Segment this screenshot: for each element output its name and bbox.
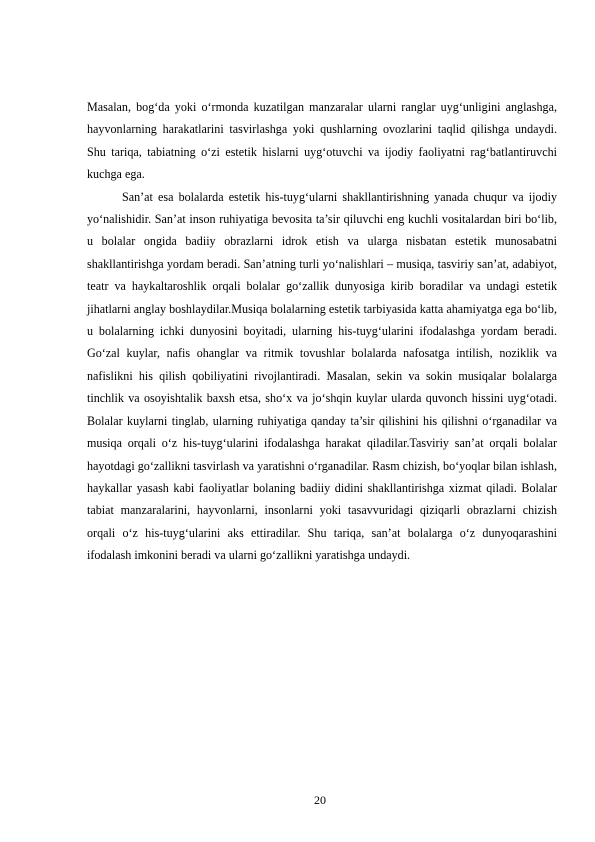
paragraph-art: San’at esa bolalarda estetik his-tuyg‘ularni shakllantirishning yanada chuqur va ijodiy yo‘nalishidir. San’at inson ruhiyatiga bevosita ta’sir qiluvchi eng kuchli vositalardan biri bo‘lib, u bolalar ongida badiiy obrazlarni idrok etish va ularga nisbatan estetik munosabatni shakllantirishga yordam beradi. San’atning turli yo‘nalishlari – musiqa, tasviriy san’at, adabiyot, teatr va haykaltaroshlik orqali bolalar go‘zallik dunyosiga kirib boradilar va undagi estetik jihatlarni anglay boshlaydilar.Musiqa bolalarning estetik tarbiyasida katta ahamiyatga ega bo‘lib, u bolalarning ichki dunyosini boyitadi, ularning his-tuyg‘ularini ifodalashga yordam beradi. Go‘zal kuylar, nafis ohanglar va ritmik tovushlar bolalarda nafosatga intilish, noziklik va nafislikni his qilish qobiliyatini rivojlantiradi. Masalan, sekin va sokin musiqalar bolalarga tinchlik va osoyishtalik baxsh etsa, sho‘x va jo‘shqin kuylar ularda quvonch hissini uyg‘otadi. Bolalar kuylarni tinglab, ularning ruhiyatiga qanday ta’sir qilishini his qilishni o‘rganadilar va musiqa orqali o‘z his-tuyg‘ularini ifodalashga harakat qiladilar.Tasviriy san’at orqali bolalar hayotdagi go‘zallikni tasvirlash va yaratishni o‘rganadilar. Rasm chizish, bo‘yoqlar bilan ishlash, haykallar yasash kabi faoliyatlar bolaning badiiy didini shakllantirishga xizmat qiladi. Bolalar tabiat manzaralarini, hayvonlarni, insonlarni yoki tasavvuridagi qiziqarli obrazlarni chizish orqali o‘z his-tuyg‘ularini aks ettiradilar. Shu tariqa, san’at bolalarga o‘z dunyoqarashini ifodalash imkonini beradi va ularni go‘zallikni yaratishga undaydi.	[87, 189, 557, 563]
page-number: 20	[314, 793, 326, 807]
document-page	[87, 96, 557, 567]
paragraph-nature: Masalan, bog‘da yoki o‘rmonda kuzatilgan manzaralar ularni ranglar uyg‘unligini anglashga, hayvonlarning harakatlarini tasvirlashga yoki qushlarning ovozlarini taqlid qilishga undaydi. Shu tariqa, tabiatning o‘zi estetik hislarni uyg‘otuvchi va ijodiy faoliyatni rag‘batlantiruvchi kuchga ega.	[87, 100, 557, 182]
